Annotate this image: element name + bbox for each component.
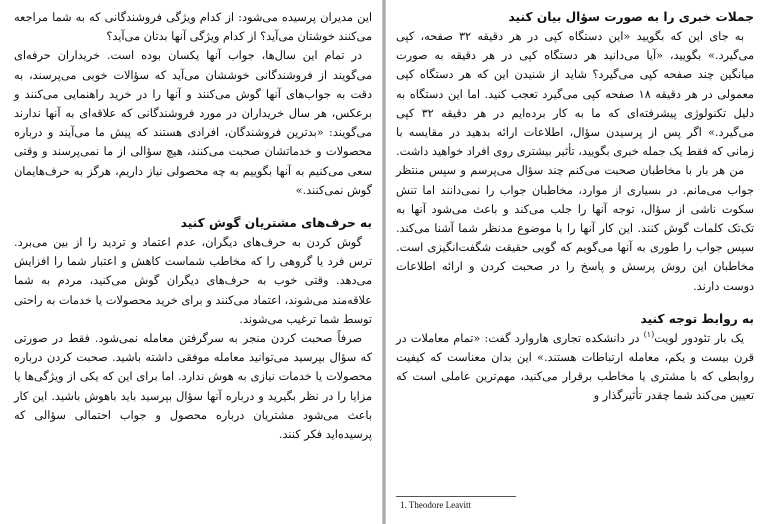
- left-paragraph-2: در تمام این سال‌ها، جواب آنها یکسان بوده است. خریداران حرفه‌ای می‌گویند از فروشندگانی خوششان می‌آید که سؤالات خوبی می‌پرسند، به دقت به جواب‌های آنها گوش می‌کنند و آنها را در خرید راهنمایی می‌کنند و برعکس، هر سال خریداران در مورد فروشندگانی که علاقه‌ای به آنها ندارند می‌گویند: «بدترین فروشندگان، افرادی هستند که پیش ما می‌آیند و درباره محصولات و خدماتشان صحبت می‌کنند، هیچ سؤالی از ما نمی‌پرسند و وقتی سعی می‌کنیم به آنها بگوییم به چه محصولی نیاز داریم، هرگز به حرف‌هایمان گوش نمی‌کنند.»: [14, 49, 372, 197]
- right-paragraph-2: من هر بار با مخاطبان صحبت می‌کنم چند سؤال می‌پرسم و سپس منتظر جواب می‌مانم. در بسیاری از موارد، مخاطبان جواب را نمی‌دانند اما تنش سکوت ناشی از سؤال، توجه آنها را جلب می‌کند و باعث می‌شود آنها به تک‌تک کلمات گوش کنند. این کار آنها را با موضوع مدنظر شما آشنا می‌کند. سپس جواب را طوری به آنها می‌گویم که گویی حقیقت شگفت‌انگیزی است. مخاطبان این روش پرسش و پاسخ را در صحبت کردن و ارائه اطلاعات دوست دارند.: [396, 164, 754, 293]
- section-heading-relationships: به روابط توجه کنید: [640, 311, 754, 326]
- footnote-reference: (۱): [643, 330, 655, 340]
- section-heading-listen: به حرف‌های مشتریان گوش کنید: [180, 216, 372, 231]
- left-paragraph-3: گوش کردن به حرف‌های دیگران، عدم اعتماد و تردید را از بین می‌برد. ترس فرد یا گروهی را که مخاطب شماست کاهش و اعتبار شما را افزایش می‌دهد. وقتی خوب به حرف‌های دیگران گوش می‌کنید، مردم به شما علاقه‌مند می‌شوند، اعتماد می‌کنند و برای خرید محصولات یا خدمات به راحتی توسط شما ترغیب می‌شوند.: [14, 236, 372, 326]
- left-paragraph-1: این مدیران پرسیده می‌شود: از کدام ویژگی فروشندگانی که به شما مراجعه می‌کنند خوشتان می‌آید؟ از کدام ویژگی آنها بدتان می‌آید؟: [14, 11, 372, 44]
- footnote-divider: [396, 496, 516, 497]
- section-heading-questions: جملات خبری را به صورت سؤال بیان کنید: [508, 10, 754, 24]
- left-paragraph-4: صرفاً صحبت کردن منجر به سرگرفتن معامله نمی‌شود. فقط در صورتی که سؤال بپرسید می‌توانید معامله موفقی داشته باشید. صحبت کردن درباره محصولات یا خدمات نیازی به هوش ندارد. اما برای این که یکی از ویژگی‌ها یا مزایا را در نظر بگیرید و درباره آنها سؤال بپرسید باید باهوش باشید. این کار باعث می‌شود مشتریان درباره محصول و جواب احتمالی سؤالی که پرسیده‌اید فکر کنند.: [14, 332, 372, 442]
- right-paragraph-3: [396, 329, 754, 406]
- left-page: [0, 0, 382, 524]
- footnote: 1. Theodore Leavitt: [400, 500, 472, 510]
- right-paragraph-1: به جای این که بگویید «این دستگاه کپی در هر دقیقه ۳۲ صفحه، کپی می‌گیرد.» بگویید، «آیا می‌دانید هر دستگاه کپی در هر دقیقه به صورت میانگین چند صفحه کپی می‌گیرد؟ شاید از شنیدن این که هر دستگاه کپی معمولی در هر دقیقه ۱۸ صفحه کپی می‌گیرد تعجب کنید. اما این دستگاه به دلیل تکنولوژی پیشرفته‌ای که ما به کار برده‌ایم در هر دقیقه ۳۲ کپی می‌گیرد.» اگر پس از پرسیدن سؤال، اطلاعات ارائه بدهید در مقایسه با زمانی که فقط یک جمله خبری بگویید، تأثیر بیشتری روی افراد خواهید داشت.: [395, 30, 754, 159]
- right-page: [386, 0, 768, 524]
- paragraph-3-start: یک بار تئودور لویت: [654, 331, 744, 345]
- paragraph-3-rest: در دانشکده تجاری هاروارد گفت: «تمام معاملات در قرن بیست و یکم، معامله ارتباطات هستند.» این بدان معناست که کیفیت روابطی که با مشتری یا مخاطب برقرار می‌کنید، مهم‌ترین عاملی است که تعیین می‌کند شما چقدر تأثیرگذار و: [396, 331, 754, 403]
